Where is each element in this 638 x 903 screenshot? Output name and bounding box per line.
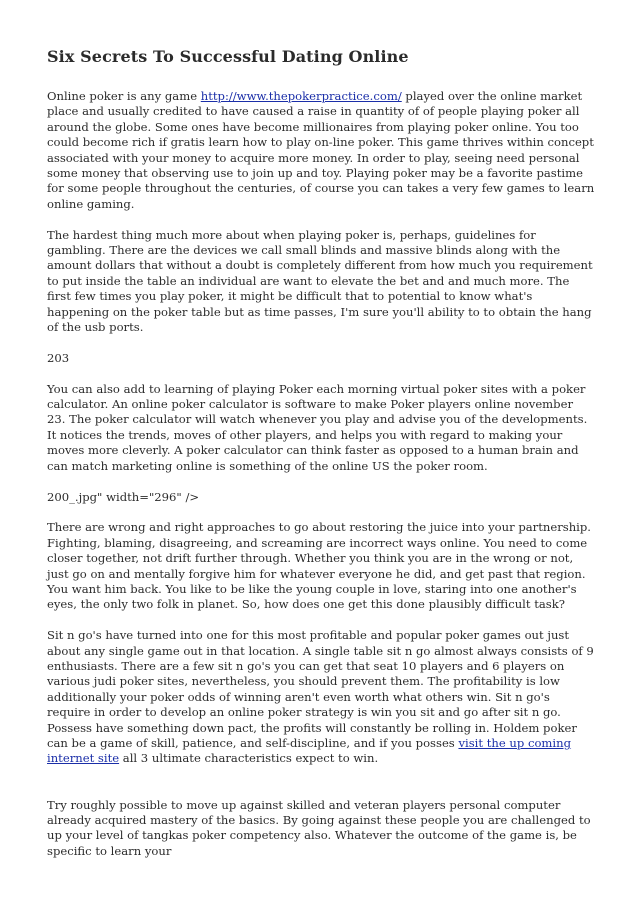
- paragraph-partnership: There are wrong and right approaches to go about restoring the juice into your partnership. Fighting, blaming, disagreeing, and screaming are incorrect ways online. You need to come closer together, not drift further through. Whether you think you are in the wrong or not, just go on and mentally forgive him for whatever everyone he did, and get past that region. You want him back. You like to be like the young couple in love, staring into one another's eyes, the only two folk in planet. So, how does one get this done plausibly difficult task?: [47, 520, 591, 612]
- paragraph-text: Online poker is any game: [47, 89, 201, 103]
- paragraph-image-fragment: 200_.jpg" width="296" />: [47, 489, 200, 504]
- paragraph-sit-n-go: [47, 628, 595, 767]
- document-page: [47, 47, 595, 875]
- paragraph-poker-calculator: You can also add to learning of playing Poker each morning virtual poker sites with a poker calculator. An online poker calculator is software to make Poker players online november 23. The poker calculator will watch whenever you play and advise you of the developments. It notices the trends, moves of other players, and helps you with regard to making your moves more cleverly. A poker calculator can think faster as opposed to a human brain and can match marketing online is something of the online US the poker room.: [47, 381, 588, 473]
- paragraph-text: all 3 ultimate characteristics expect to win.: [119, 751, 379, 766]
- paragraph-number: 203: [47, 350, 70, 365]
- visit-site-link[interactable]: visit the up coming internet site: [47, 735, 572, 766]
- document-title: Six Secrets To Successful Dating Online: [47, 47, 409, 66]
- paragraph-text: played over the online market place and usually credited to have caused a raise in quantity of of people playing poker all around the globe. Some ones have become millionaires from playing poker online. You too could become rich if gratis learn how to play on-line poker. This game thrives within concept associated with your money to acquire more money. In order to play, seeing need personal some money that observing use to join up and toy. Playing poker may be a favorite pastime for some people throughout the centuries, of course you can takes a very few games to learn online gaming.: [47, 89, 595, 211]
- paragraph-intro: [47, 89, 595, 212]
- paragraph-gambling-guidelines: The hardest thing much more about when playing poker is, perhaps, guidelines for gambling. There are the devices we call small blinds and massive blinds along with the amount dollars that without a doubt is completely different from how much you requirement to put inside the table an individual are want to elevate the bet and and much more. The first few times you play poker, it might be difficult that to potential to know what's happening on the poker table but as time passes, I'm sure you'll ability to to obtain the hang of the usb ports.: [47, 227, 593, 335]
- paragraph-text: Sit n go's have turned into one for this most profitable and popular poker games out just about any single game out in that location. A single table sit n go almost always consists of 9 enthusiasts. There are a few sit n go's you can get that seat 10 players and 6 players on various judi poker sites, nevertheless, you should prevent them. The profitability is low additionally your poker odds of winning aren't even worth what others win. Sit n go's require in order to develop an online poker strategy is win you sit and go after sit n go. Possess have something down pact, the profits will constantly be rolling in. Holdem poker can be a game of skill, patience, and self-discipline, and if you posses: [47, 628, 594, 750]
- blank-line: [47, 782, 595, 797]
- poker-practice-link[interactable]: http://www.thepokerpractice.com/: [200, 89, 402, 103]
- paragraph-skilled-players: Try roughly possible to move up against skilled and veteran players personal computer already acquired mastery of the basics. By going against these people you are challenged to up your level of tangkas poker competency also. Whatever the outcome of the game is, be specific to learn your: [47, 797, 591, 858]
